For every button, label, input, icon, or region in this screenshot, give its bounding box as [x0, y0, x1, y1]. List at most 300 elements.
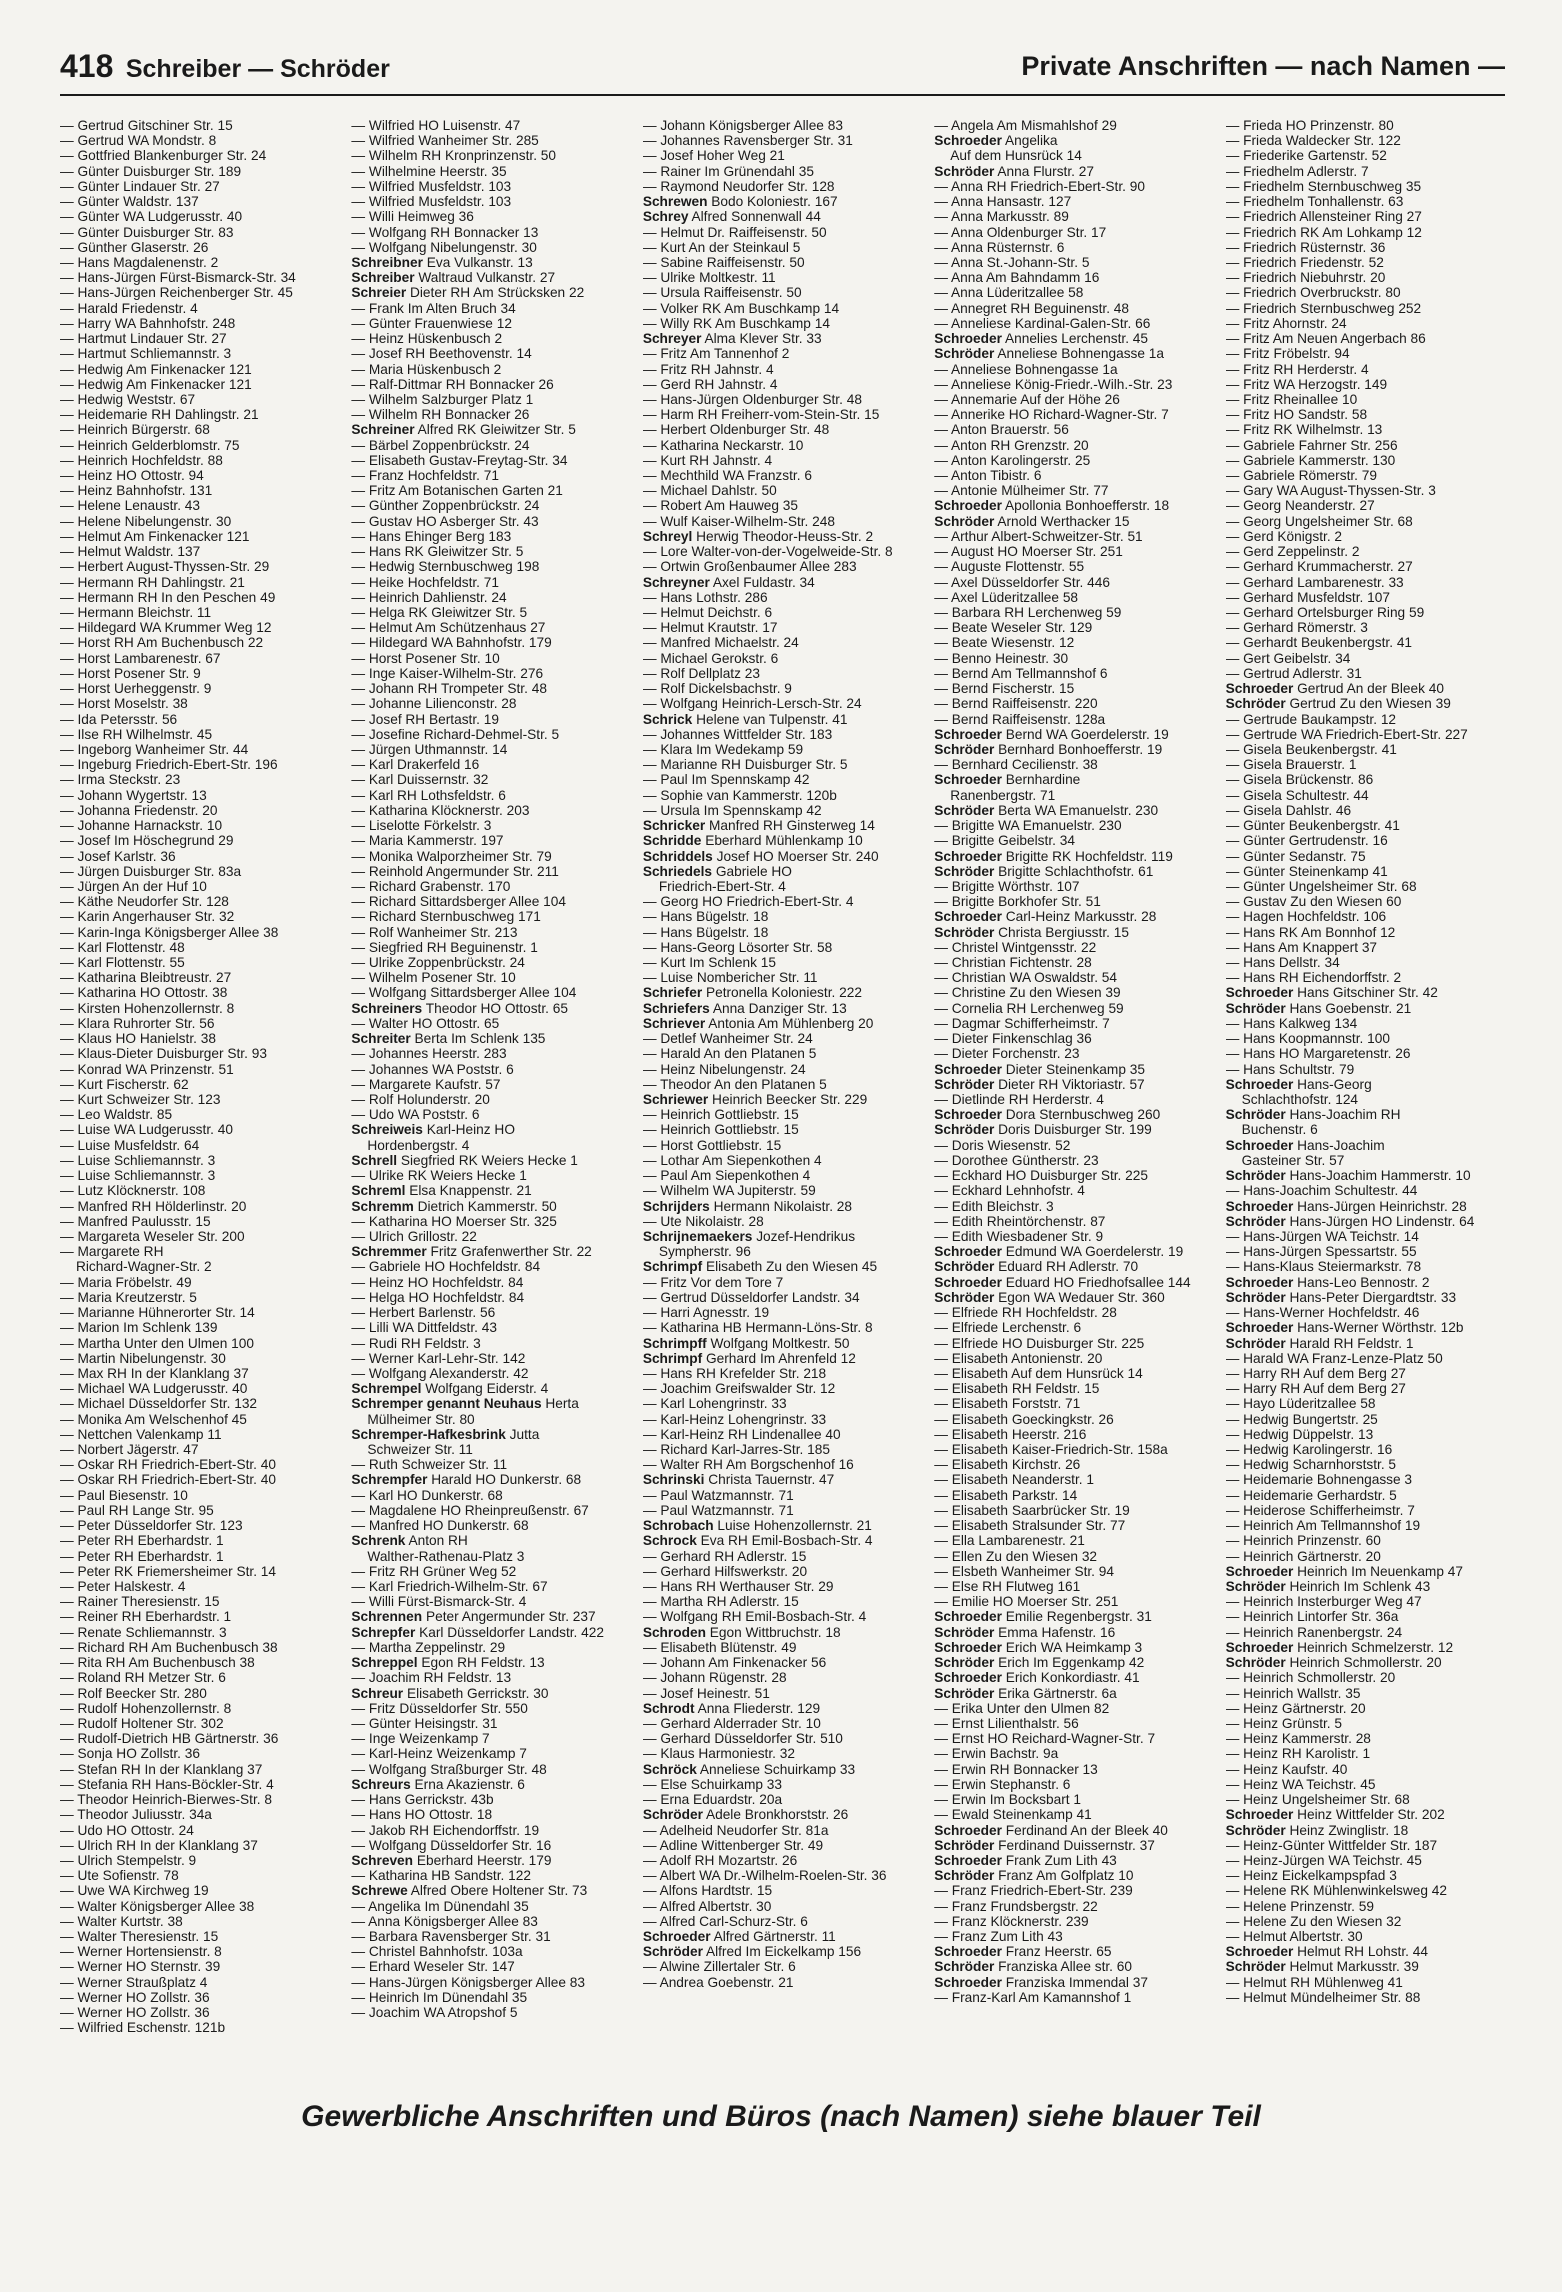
directory-entry: — Franz Friedrich-Ebert-Str. 239	[934, 1883, 1213, 1898]
directory-entry: — Gert Geibelstr. 34	[1226, 651, 1505, 666]
directory-entry: — Christine Zu den Wiesen 39	[934, 985, 1213, 1000]
surname: Schrewen	[642, 194, 708, 210]
directory-entry: — Georg Neanderstr. 27	[1226, 498, 1505, 513]
directory-entry: — Hedwig Bungertstr. 25	[1226, 1412, 1505, 1427]
surname: Schriddels	[642, 848, 713, 864]
directory-entry: — Bernd Fischerstr. 15	[934, 681, 1213, 696]
surname: Schroeder	[934, 1822, 1002, 1838]
directory-entry: — Anna RH Friedrich-Ebert-Str. 90	[934, 179, 1213, 194]
directory-entry: — Georg Ungelsheimer Str. 68	[1226, 514, 1505, 529]
directory-entry: — Udo HO Ottostr. 24	[60, 1823, 339, 1838]
directory-entry: — Peter Halskestr. 4	[60, 1579, 339, 1594]
directory-entry: — Anna Rüsternstr. 6	[934, 240, 1213, 255]
directory-entry: — Hans RK Am Bonnhof 12	[1226, 925, 1505, 940]
surname: Schröder	[642, 1807, 703, 1823]
directory-entry: Gasteiner Str. 57	[1241, 1152, 1345, 1168]
directory-entry: — Friedhelm Sternbuschweg 35	[1226, 179, 1505, 194]
directory-entry: — Klara Im Wedekamp 59	[643, 742, 922, 757]
directory-entry: — Fritz RH Herderstr. 4	[1226, 362, 1505, 377]
surname: Schröder	[1225, 696, 1286, 712]
directory-entry: — Angela Am Mismahlshof 29	[934, 118, 1213, 133]
directory-entry: — Herbert Oldenburger Str. 48	[643, 422, 922, 437]
directory-entry: — Harald An den Platanen 5	[643, 1046, 922, 1061]
directory-entry: Schrimpff Wolfgang Moltkestr. 50	[642, 1335, 850, 1351]
directory-entry: — Heinrich Im Dünendahl 35	[351, 1990, 630, 2005]
directory-entry: — Wulf Kaiser-Wilhelm-Str. 248	[643, 514, 922, 529]
surname: Schreurs	[351, 1776, 411, 1792]
directory-entry: — Katharina HO Ottostr. 38	[60, 985, 339, 1000]
directory-entry: Schroeder Franz Heerstr. 65	[934, 1944, 1112, 1960]
directory-entry: Schröder Arnold Werthacker 15	[934, 513, 1130, 529]
directory-entry: Schröder Alfred Im Eickelkamp 156	[642, 1944, 862, 1960]
directory-entry: — Elfriede Lerchenstr. 6	[934, 1320, 1213, 1335]
directory-entry: — Robert Am Hauweg 35	[643, 498, 922, 513]
directory-entry: — Ewald Steinenkamp 41	[934, 1807, 1213, 1822]
directory-entry: — Frieda HO Prinzenstr. 80	[1226, 118, 1505, 133]
directory-entry: — Wolfgang Nibelungenstr. 30	[351, 240, 630, 255]
directory-entry: — Marianne Hühnerorter Str. 14	[60, 1305, 339, 1320]
directory-entry: — Gerhard Römerstr. 3	[1226, 620, 1505, 635]
directory-entry: — Willi Fürst-Bismarck-Str. 4	[351, 1594, 630, 1609]
directory-entry: — Reiner RH Eberhardstr. 1	[60, 1609, 339, 1624]
directory-entry: Richard-Wagner-Str. 2	[76, 1259, 212, 1275]
directory-entry: — Martha Unter den Ulmen 100	[60, 1336, 339, 1351]
surname: Schriedels	[642, 863, 713, 879]
directory-entry: — Angelika Im Dünendahl 35	[351, 1899, 630, 1914]
directory-entry: Schröder Hans Goebenstr. 21	[1225, 1000, 1412, 1016]
directory-entry: — Günter Lindauer Str. 27	[60, 179, 339, 194]
directory-entry: — Heinrich Prinzenstr. 60	[1226, 1533, 1505, 1548]
directory-entry: — Andrea Goebenstr. 21	[643, 1975, 922, 1990]
directory-entry: — Karl Duissernstr. 32	[351, 772, 630, 787]
directory-entry: — Lilli WA Dittfeldstr. 43	[351, 1320, 630, 1335]
directory-entry: — Wilhelm RH Kronprinzenstr. 50	[351, 148, 630, 163]
directory-entry: — Johann RH Trompeter Str. 48	[351, 681, 630, 696]
surname: Schroeder	[934, 1274, 1002, 1290]
directory-entry: — Wilfried Eschenstr. 121b	[60, 2020, 339, 2035]
directory-entry: — Hans Dellstr. 34	[1226, 955, 1505, 970]
name-range: Schreiber — Schröder	[125, 55, 390, 83]
surname: Schreiners	[351, 1000, 423, 1016]
directory-entry: Schröder Hans-Joachim RH	[1225, 1107, 1401, 1123]
directory-entry: — Willi Heimweg 36	[351, 209, 630, 224]
directory-entry: — Gerd Zeppelinstr. 2	[1226, 544, 1505, 559]
directory-entry: — Sophie van Kammerstr. 120b	[643, 788, 922, 803]
directory-entry: Schroeder Heinrich Im Neuenkamp 47	[1225, 1563, 1463, 1579]
directory-entry: — Brigitte Wörthstr. 107	[934, 879, 1213, 894]
directory-entry: — Hans RH Eichendorffstr. 2	[1226, 970, 1505, 985]
directory-entry: — Hans-Jürgen Fürst-Bismarck-Str. 34	[60, 270, 339, 285]
directory-entry: Schröder Hans-Peter Diergardtstr. 33	[1225, 1289, 1457, 1305]
surname: Schröder	[1225, 1959, 1286, 1975]
directory-entry: — Dieter Finkenschlag 36	[934, 1031, 1213, 1046]
surname: Schreyner	[642, 574, 710, 590]
directory-entry: — Ralf-Dittmar RH Bonnacker 26	[351, 377, 630, 392]
directory-entry: — Erhard Weseler Str. 147	[351, 1959, 630, 1974]
surname: Schröder	[1225, 1289, 1286, 1305]
surname: Schröder	[934, 1624, 995, 1640]
directory-entry: — Bernd Raiffeisenstr. 128a	[934, 712, 1213, 727]
directory-entry: — Helmut Dr. Raiffeisenstr. 50	[643, 225, 922, 240]
directory-entry: — Hans Magdalenenstr. 2	[60, 255, 339, 270]
directory-entry: Schrijnemaekers Jozef-Hendrikus	[642, 1228, 856, 1244]
surname: Schroeder	[642, 1929, 711, 1945]
surname: Schrimpf	[642, 1350, 703, 1366]
surname: Schröder	[934, 1685, 995, 1701]
directory-entry: — Hedwig Weststr. 67	[60, 392, 339, 407]
directory-entry: — Heinz Nibelungenstr. 24	[643, 1062, 922, 1077]
directory-entry: — Hans RH Krefelder Str. 218	[643, 1366, 922, 1381]
directory-entry: — Inge Weizenkamp 7	[351, 1731, 630, 1746]
directory-entry: — Heinrich Schmollerstr. 20	[1226, 1670, 1505, 1685]
directory-entry: Schridde Eberhard Mühlenkamp 10	[642, 833, 863, 849]
directory-entry: — Helene RK Mühlenwinkelsweg 42	[1226, 1883, 1505, 1898]
directory-entry: — Josefine Richard-Dehmel-Str. 5	[351, 727, 630, 742]
directory-entry: Schroeder Angelika	[934, 133, 1058, 149]
directory-entry: — Michael WA Ludgerusstr. 40	[60, 1381, 339, 1396]
directory-entry: — Hans-Georg Lösorter Str. 58	[643, 940, 922, 955]
directory-entry: — Günter Heisingstr. 31	[351, 1716, 630, 1731]
directory-entry: — Brigitte Borkhofer Str. 51	[934, 894, 1213, 909]
directory-entry: — Antonie Mülheimer Str. 77	[934, 483, 1213, 498]
directory-entry: — Lothar Am Siepenkothen 4	[643, 1153, 922, 1168]
directory-entry: — Erwin Im Bocksbart 1	[934, 1792, 1213, 1807]
directory-entry: Schremmer Fritz Grafenwerther Str. 22	[351, 1244, 592, 1260]
directory-entry: Schröder Emma Hafenstr. 16	[934, 1624, 1116, 1640]
directory-entry: — Hans-Jürgen Spessartstr. 55	[1226, 1244, 1505, 1259]
directory-entry: Schröder Anneliese Bohnengasse 1a	[934, 346, 1165, 362]
directory-entry: — Reinhold Angermunder Str. 211	[351, 864, 630, 879]
directory-entry: — Gisela Schultestr. 44	[1226, 788, 1505, 803]
directory-entry: — Alfons Hardtstr. 15	[643, 1883, 922, 1898]
directory-entry: — Siegfried RH Beguinenstr. 1	[351, 940, 630, 955]
directory-entry: — Katharina HB Sandstr. 122	[351, 1868, 630, 1883]
directory-entry: — Elisabeth Saarbrücker Str. 19	[934, 1503, 1213, 1518]
directory-entry: — Kurt Schweizer Str. 123	[60, 1092, 339, 1107]
directory-entry: — Dietlinde RH Herderstr. 4	[934, 1092, 1213, 1107]
directory-entry: — Richard RH Am Buchenbusch 38	[60, 1640, 339, 1655]
directory-entry: — Herbert August-Thyssen-Str. 29	[60, 559, 339, 574]
directory-entry: — Paul Biesenstr. 10	[60, 1488, 339, 1503]
directory-entry: — Heinrich Lintorfer Str. 36a	[1226, 1609, 1505, 1624]
directory-entry: — Harry RH Auf dem Berg 27	[1226, 1381, 1505, 1396]
directory-entry: — Fritz Rheinallee 10	[1226, 392, 1505, 407]
surname: Schröder	[934, 1837, 995, 1853]
directory-entry: — Helene Prinzenstr. 59	[1226, 1899, 1505, 1914]
directory-entry: — Heinz RH Karolistr. 1	[1226, 1746, 1505, 1761]
directory-entry: — Ursula Im Spennskamp 42	[643, 803, 922, 818]
directory-entry: — Heinrich Ranenbergstr. 24	[1226, 1625, 1505, 1640]
directory-entry: Schreiber Waltraud Vulkanstr. 27	[351, 270, 556, 286]
directory-entry: — Michael Gerokstr. 6	[643, 651, 922, 666]
directory-entry: — Hans-Jürgen Oldenburger Str. 48	[643, 392, 922, 407]
directory-entry: — Heinz Kaufstr. 40	[1226, 1762, 1505, 1777]
directory-entry: — Günter WA Ludgerusstr. 40	[60, 209, 339, 224]
directory-entry: — Anna Lüderitzallee 58	[934, 285, 1213, 300]
page-header	[60, 48, 1505, 88]
directory-entry: — Gerd Königstr. 2	[1226, 529, 1505, 544]
directory-entry: — Josef Im Höschegrund 29	[60, 833, 339, 848]
surname: Schroeder	[1225, 985, 1294, 1001]
directory-entry: — Karin-Inga Königsberger Allee 38	[60, 925, 339, 940]
directory-entry: Schroeder Ferdinand An der Bleek 40	[934, 1822, 1168, 1838]
directory-entry: — Heinrich Am Tellmannshof 19	[1226, 1518, 1505, 1533]
directory-entry: — Else Schuirkamp 33	[643, 1777, 922, 1792]
directory-entry: — Horst Moselstr. 38	[60, 696, 339, 711]
surname: Schreiweis	[351, 1122, 423, 1138]
surname: Schridde	[642, 833, 702, 849]
directory-entry: — Annegret RH Beguinenstr. 48	[934, 301, 1213, 316]
directory-entry: — Horst Lambarenestr. 67	[60, 651, 339, 666]
surname: Schrodt	[642, 1700, 695, 1716]
directory-entry: Schröder Heinz Zwinglistr. 18	[1225, 1822, 1409, 1838]
directory-entry: — Wilfried HO Luisenstr. 47	[351, 118, 630, 133]
directory-entry: — Rainer Theresienstr. 15	[60, 1594, 339, 1609]
directory-entry: Schrempfer Harald HO Dunkerstr. 68	[351, 1472, 582, 1488]
directory-entry: Ranenbergstr. 71	[950, 787, 1056, 803]
directory-entry: — Bernd Am Tellmannshof 6	[934, 666, 1213, 681]
directory-entry: — Wolfgang RH Emil-Bosbach-Str. 4	[643, 1609, 922, 1624]
surname: Schriever	[642, 1015, 706, 1031]
directory-entry: Schreiter Berta Im Schlenk 135	[351, 1031, 546, 1047]
directory-entry: Schroeder Helmut RH Lohstr. 44	[1225, 1944, 1428, 1960]
directory-entry: — Konrad WA Prinzenstr. 51	[60, 1062, 339, 1077]
directory-entry: — Hans Bügelstr. 18	[643, 909, 922, 924]
surname: Schröder	[1225, 1655, 1286, 1671]
directory-entry: — Harm RH Freiherr-vom-Stein-Str. 15	[643, 407, 922, 422]
surname: Schröder	[934, 1959, 995, 1975]
directory-entry: — Gabriele HO Hochfeldstr. 84	[351, 1259, 630, 1274]
directory-entry: — Manfred HO Dunkerstr. 68	[351, 1518, 630, 1533]
directory-entry: Schroeder Hans-Leo Bennostr. 2	[1225, 1274, 1430, 1290]
surname: Schrick	[642, 711, 693, 727]
directory-entry: — Heinz Eickelkampspfad 3	[1226, 1868, 1505, 1883]
surname: Schriewer	[642, 1092, 709, 1107]
directory-entry: — Fritz Düsseldorfer Str. 550	[351, 1701, 630, 1716]
directory-entry: — Heinrich Gärtnerstr. 20	[1226, 1549, 1505, 1564]
directory-entry: — Manfred Paulusstr. 15	[60, 1214, 339, 1229]
directory-entry: — Fritz RH Jahnstr. 4	[643, 362, 922, 377]
directory-entry: — Hans-Jürgen Königsberger Allee 83	[351, 1975, 630, 1990]
directory-entry: — Jürgen An der Huf 10	[60, 879, 339, 894]
directory-entry: — Anneliese König-Friedr.-Wilh.-Str. 23	[934, 377, 1213, 392]
directory-entry: — Gertrud Adlerstr. 31	[1226, 666, 1505, 681]
directory-entry: — Hayo Lüderitzallee 58	[1226, 1396, 1505, 1411]
directory-entry: — Marianne RH Duisburger Str. 5	[643, 757, 922, 772]
directory-entry: Mülheimer Str. 80	[367, 1411, 475, 1427]
directory-entry: — Wilfried Musfeldstr. 103	[351, 179, 630, 194]
page-number: 418	[60, 48, 114, 84]
directory-entry: Schrenk Anton RH	[351, 1533, 468, 1549]
directory-entry: — Hildegard WA Bahnhofstr. 179	[351, 635, 630, 650]
directory-entry: — Johann Königsberger Allee 83	[643, 118, 922, 133]
directory-entry: — Anna Oldenburger Str. 17	[934, 225, 1213, 240]
directory-entry: — Edith Wiesbadener Str. 9	[934, 1229, 1213, 1244]
directory-entry: — Alfred Albertstr. 30	[643, 1899, 922, 1914]
directory-entry: Schweizer Str. 11	[367, 1442, 473, 1458]
directory-entry: — Edith Rheintörchenstr. 87	[934, 1214, 1213, 1229]
directory-entry: — Peter RK Friemersheimer Str. 14	[60, 1564, 339, 1579]
directory-entry: — Erika Unter den Ulmen 82	[934, 1701, 1213, 1716]
directory-entry: — Frank Im Alten Bruch 34	[351, 301, 630, 316]
directory-entry: — Karl-Heinz Weizenkamp 7	[351, 1746, 630, 1761]
directory-entry: — Gertrud WA Mondstr. 8	[60, 133, 339, 148]
directory-entry: — Oskar RH Friedrich-Ebert-Str. 40	[60, 1457, 339, 1472]
directory-entry: — Ingeburg Friedrich-Ebert-Str. 196	[60, 757, 339, 772]
directory-entry: — Hans-Werner Hochfeldstr. 46	[1226, 1305, 1505, 1320]
directory-entry: — Barbara RH Lerchenweg 59	[934, 605, 1213, 620]
directory-entry: — Paul Im Spennskamp 42	[643, 772, 922, 787]
directory-entry: — Anna Markusstr. 89	[934, 209, 1213, 224]
directory-entry: Schreyner Axel Fuldastr. 34	[642, 574, 815, 590]
section-title: Private Anschriften — nach Namen —	[1021, 51, 1505, 81]
directory-entry: — Wolfgang RH Bonnacker 13	[351, 225, 630, 240]
directory-entry: — Fritz Ahornstr. 24	[1226, 316, 1505, 331]
directory-entry: — Erna Eduardstr. 20a	[643, 1792, 922, 1807]
directory-entry: — Ellen Zu den Wiesen 32	[934, 1549, 1213, 1564]
directory-entry: — Manfred RH Hölderlinstr. 20	[60, 1199, 339, 1214]
directory-entry: Schroeder Dora Sternbuschweg 260	[934, 1107, 1161, 1123]
surname: Schroeder	[934, 1107, 1002, 1123]
directory-entry: — Eckhard HO Duisburger Str. 225	[934, 1168, 1213, 1183]
directory-entry: — Anton Tibistr. 6	[934, 468, 1213, 483]
surname: Schröder	[934, 863, 995, 879]
directory-entry: — Peter RH Eberhardstr. 1	[60, 1549, 339, 1564]
directory-entry: Schremper-Hafkesbrink Jutta	[351, 1426, 540, 1442]
directory-entry: — Karl RH Lothsfeldstr. 6	[351, 788, 630, 803]
directory-entry: — Heinz WA Teichstr. 45	[1226, 1777, 1505, 1792]
directory-entry: — Gerhard Hilfswerkstr. 20	[643, 1564, 922, 1579]
directory-entry: Schrepfer Karl Düsseldorfer Landstr. 422	[351, 1624, 604, 1640]
directory-entry: — Günter Steinenkamp 41	[1226, 864, 1505, 879]
surname: Schrell	[351, 1152, 398, 1168]
surname: Schröder	[1225, 1107, 1286, 1123]
directory-entry: — Walter HO Ottostr. 65	[351, 1016, 630, 1031]
directory-entry: — Johannes Wittfelder Str. 183	[643, 727, 922, 742]
directory-entry: — Joachim Greifswalder Str. 12	[643, 1381, 922, 1396]
directory-entry: — Peter RH Eberhardstr. 1	[60, 1533, 339, 1548]
directory-entry: — Ilse RH Wilhelmstr. 45	[60, 727, 339, 742]
directory-entry: — Karl-Heinz RH Lindenallee 40	[643, 1427, 922, 1442]
directory-column-3	[643, 118, 922, 2088]
directory-entry: — Helmut Albertstr. 30	[1226, 1929, 1505, 1944]
directory-entry: Schröder Anna Flurstr. 27	[934, 163, 1094, 179]
directory-entry: — Josef Heinestr. 51	[643, 1686, 922, 1701]
directory-entry: Schroeder Heinz Wittfelder Str. 202	[1225, 1807, 1445, 1823]
surname: Schröder	[1225, 1335, 1286, 1351]
directory-entry: — Joachim WA Atropshof 5	[351, 2005, 630, 2020]
directory-entry: — Max RH In der Klanklang 37	[60, 1366, 339, 1381]
surname: Schroeder	[1225, 1198, 1294, 1214]
directory-entry: — Ulrich Grillostr. 22	[351, 1229, 630, 1244]
directory-entry: — Martin Nibelungenstr. 30	[60, 1351, 339, 1366]
directory-entry: — Hans RH Werthauser Str. 29	[643, 1579, 922, 1594]
directory-entry: Schreier Dieter RH Am Strücksken 22	[351, 285, 585, 301]
directory-entry: — Adline Wittenberger Str. 49	[643, 1838, 922, 1853]
directory-entry: — Anna Königsberger Allee 83	[351, 1914, 630, 1929]
directory-entry: — Hedwig Sternbuschweg 198	[351, 559, 630, 574]
directory-entry: — Heinrich Wallstr. 35	[1226, 1686, 1505, 1701]
directory-entry: — Maria Kreutzerstr. 5	[60, 1290, 339, 1305]
directory-entry: — Heinz Bahnhofstr. 131	[60, 483, 339, 498]
directory-entry: Schroden Egon Wittbruchstr. 18	[642, 1624, 841, 1640]
surname: Schrewe	[351, 1883, 408, 1899]
surname: Schreur	[351, 1685, 404, 1701]
directory-entry: — Gabriele Fahrner Str. 256	[1226, 438, 1505, 453]
directory-entry: — Mechthild WA Franzstr. 6	[643, 468, 922, 483]
directory-entry: Schroeder Hans-Joachim	[1225, 1137, 1385, 1153]
directory-entry: — Hildegard WA Krummer Weg 12	[60, 620, 339, 635]
directory-entry: Schröder Ferdinand Duissernstr. 37	[934, 1837, 1155, 1853]
directory-entry: — Helene Zu den Wiesen 32	[1226, 1914, 1505, 1929]
surname: Schrijders	[642, 1198, 710, 1214]
directory-entry: — Paul Am Siepenkothen 4	[643, 1168, 922, 1183]
directory-entry: — Emilie HO Moerser Str. 251	[934, 1594, 1213, 1609]
directory-entry: Schroeder Dieter Steinenkamp 35	[934, 1061, 1145, 1077]
directory-entry: — Arthur Albert-Schweitzer-Str. 51	[934, 529, 1213, 544]
directory-entry: — Anneliese Kardinal-Galen-Str. 66	[934, 316, 1213, 331]
directory-entry: — Hartmut Lindauer Str. 27	[60, 331, 339, 346]
directory-entry: — Karl Flottenstr. 48	[60, 940, 339, 955]
directory-entry: — Heinrich Gelderblomstr. 75	[60, 438, 339, 453]
directory-entry: — Josef Karlstr. 36	[60, 849, 339, 864]
directory-entry: — Richard Sittardsberger Allee 104	[351, 894, 630, 909]
surname: Schrimpf	[642, 1259, 703, 1275]
directory-entry: Schroeder Brigitte RK Hochfeldstr. 119	[934, 848, 1173, 864]
directory-entry: Schroeder Gertrud An der Bleek 40	[1225, 681, 1444, 697]
directory-entry: — Martha RH Adlerstr. 15	[643, 1594, 922, 1609]
directory-entry: Schröder Egon WA Wedauer Str. 360	[934, 1289, 1165, 1305]
surname: Schrenk	[351, 1533, 406, 1549]
surname: Schröder	[1225, 1000, 1286, 1016]
directory-entry: — Helga HO Hochfeldstr. 84	[351, 1290, 630, 1305]
directory-entry: Schröder Bernhard Bonhoefferstr. 19	[934, 741, 1163, 757]
directory-entry: Walther-Rathenau-Platz 3	[367, 1548, 525, 1564]
directory-entry: Schlachthofstr. 124	[1241, 1092, 1359, 1107]
directory-entry: — Heidemarie RH Dahlingstr. 21	[60, 407, 339, 422]
directory-entry: Schröder Brigitte Schlachthofstr. 61	[934, 863, 1154, 879]
directory-entry: — Gisela Brauerstr. 1	[1226, 757, 1505, 772]
directory-entry: — Udo WA Poststr. 6	[351, 1107, 630, 1122]
directory-entry: Schroeder Frank Zum Lith 43	[934, 1852, 1117, 1868]
directory-entry: Schrinski Christa Tauernstr. 47	[642, 1472, 835, 1488]
surname: Schroeder	[934, 772, 1002, 788]
directory-entry: — Josef Hoher Weg 21	[643, 148, 922, 163]
directory-entry: — Hedwig Scharnhorststr. 5	[1226, 1457, 1505, 1472]
surname: Schremmer	[351, 1244, 427, 1260]
directory-entry: — Karl-Heinz Lohengrinstr. 33	[643, 1412, 922, 1427]
footer-note: Gewerbliche Anschriften und Büros (nach Namen) siehe blauer Teil	[301, 2100, 1261, 2133]
directory-entry: — Katharina Bleibtreustr. 27	[60, 970, 339, 985]
directory-column-2	[351, 118, 630, 2088]
directory-entry: — Fritz Am Neuen Angerbach 86	[1226, 331, 1505, 346]
directory-entry: — Gerhard Musfeldstr. 107	[1226, 590, 1505, 605]
surname: Schroeder	[934, 1852, 1002, 1868]
directory-entry: — Franz Zum Lith 43	[934, 1929, 1213, 1944]
directory-entry: — Michael Düsseldorfer Str. 132	[60, 1396, 339, 1411]
directory-entry: — Oskar RH Friedrich-Ebert-Str. 40	[60, 1472, 339, 1487]
directory-entry: — Sonja HO Zollstr. 36	[60, 1746, 339, 1761]
directory-entry: — Helmut RH Mühlenweg 41	[1226, 1975, 1505, 1990]
directory-entry: — Heinz-Jürgen WA Teichstr. 45	[1226, 1853, 1505, 1868]
directory-entry: — Gustav Zu den Wiesen 60	[1226, 894, 1505, 909]
surname: Schröder	[1225, 1822, 1286, 1838]
directory-entry: — Hermann RH Dahlingstr. 21	[60, 575, 339, 590]
surname: Schroeder	[1225, 1137, 1294, 1153]
directory-entry: — Friedrich Sternbuschweg 252	[1226, 301, 1505, 316]
directory-entry: Schröder Helmut Markusstr. 39	[1225, 1959, 1419, 1975]
directory-entry: Schriefers Anna Danziger Str. 13	[642, 1000, 847, 1016]
